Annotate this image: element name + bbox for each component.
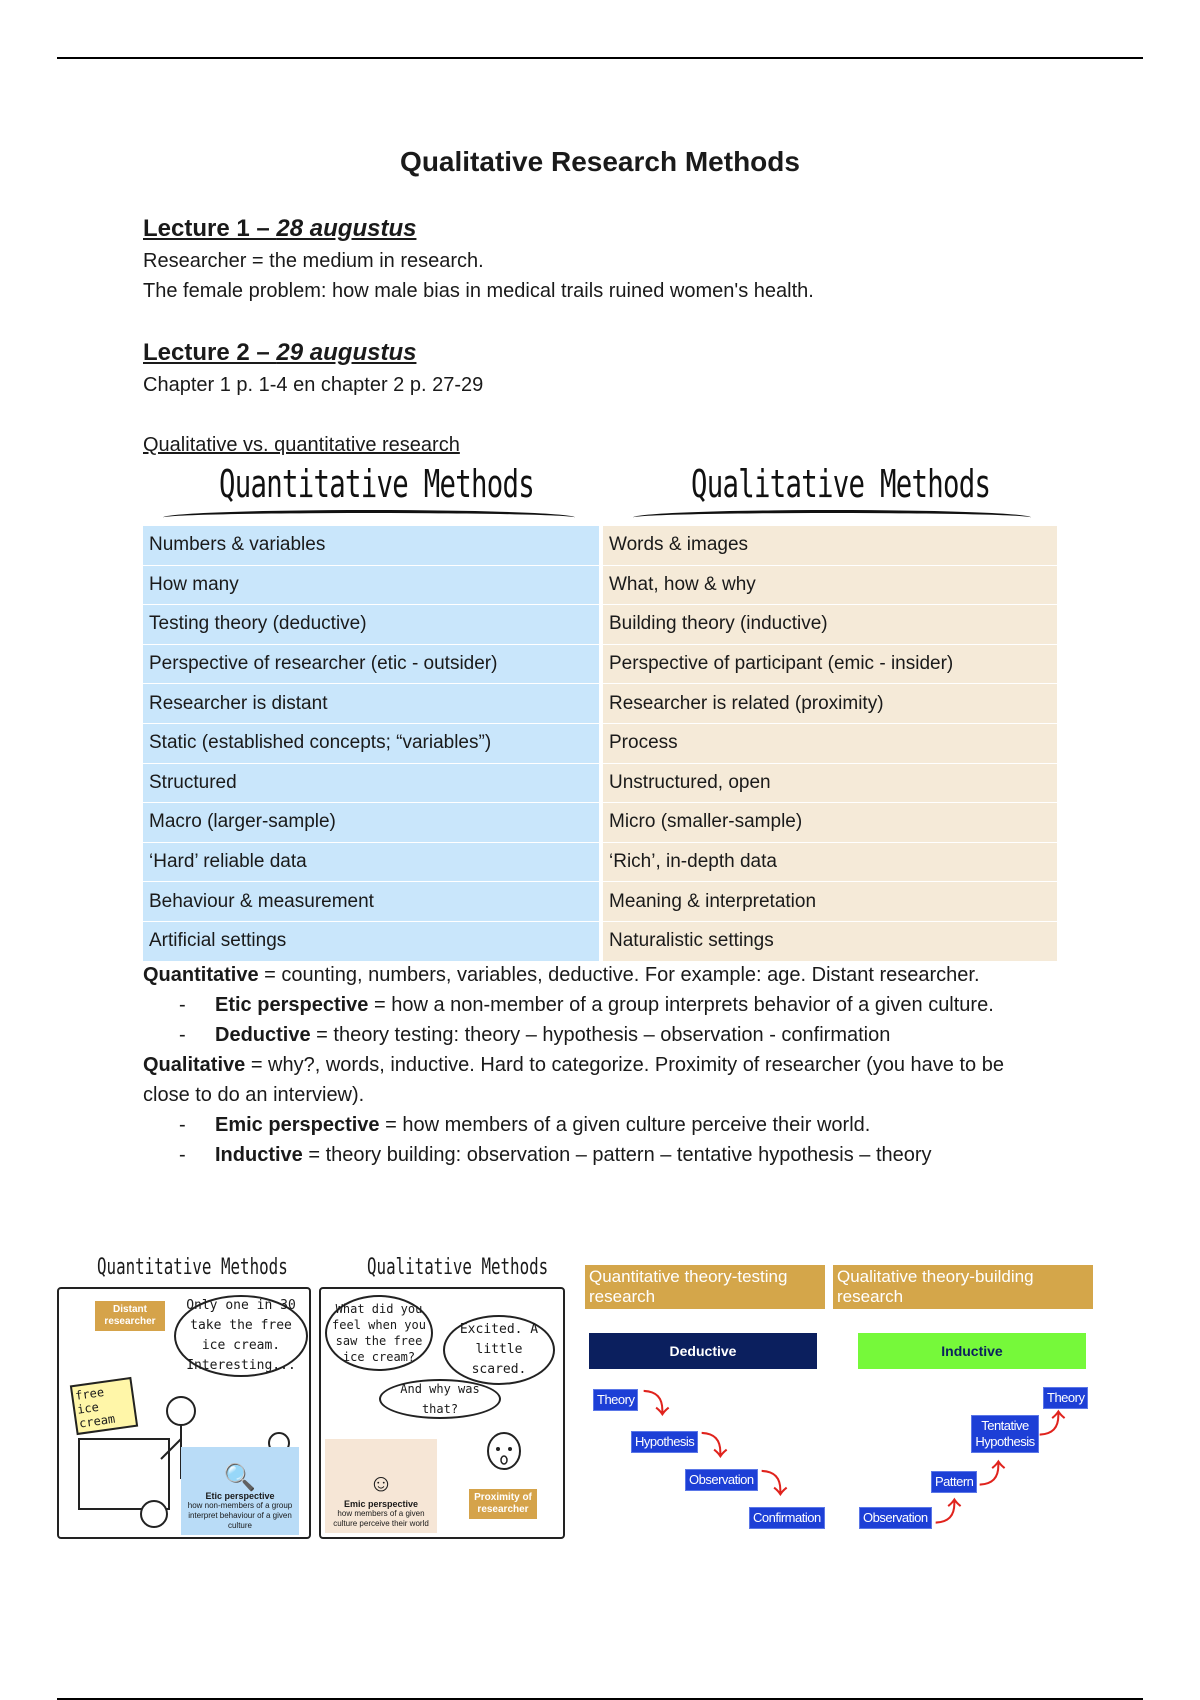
quant-text: = counting, numbers, variables, deductive. For example: age. Distant researcher. [258,964,980,986]
qualitative-cell: Meaning & interpretation [601,882,1057,922]
qualitative-cell: Building theory (inductive) [601,605,1057,645]
top-rule [57,57,1143,59]
etic-card-title: Etic perspective [205,1491,275,1501]
list-item [215,1110,1053,1140]
etic-perspective-card [181,1447,299,1535]
qualitative-cell: Words & images [601,526,1057,565]
page-title: Qualitative Research Methods [400,146,800,177]
deductive-step-hypothesis: Hypothesis [631,1431,698,1453]
qualitative-cell: Process [601,723,1057,763]
comic-illustration [57,1255,562,1540]
lecture2-line: Chapter 1 p. 1-4 en chapter 2 p. 27-29 [143,374,484,396]
table-row [143,684,1057,724]
speech-bubble: Excited. A little scared. [443,1315,555,1385]
table-row [143,526,1057,565]
emic-text: = how members of a given culture perceive their world. [379,1114,871,1136]
quantitative-cell: Testing theory (deductive) [143,605,601,645]
list-item [215,1140,1053,1170]
speech-bubble: And why was that? [379,1379,501,1419]
table-row [143,644,1057,684]
deductive-bar: Deductive [589,1333,817,1369]
table-row [143,565,1057,605]
quant-list [143,990,1053,1050]
lecture2-heading-prefix: Lecture 2 – [143,339,277,366]
deductive-step-confirmation: Confirmation [749,1507,825,1529]
table-row [143,921,1057,961]
comic-panel-left [57,1287,311,1539]
inductive-step-theory: Theory [1043,1387,1088,1409]
qualitative-cell: Micro (smaller-sample) [601,803,1057,843]
brace-right [633,510,1031,525]
lecture1-heading [143,212,1063,246]
arrow-icon: ⤵ [643,1389,670,1419]
arrow-icon: ⤴ [935,1497,962,1527]
deductive-step-observation: Observation [685,1469,758,1491]
qual-note [143,1050,1053,1110]
qual-text: = why?, words, inductive. Hard to categorize. Proximity of researcher (you have to be close to do an interview). [143,1054,1004,1106]
deductive-term: Deductive [215,1024,311,1046]
qualitative-cell: Unstructured, open [601,763,1057,803]
comic-right-title: Qualitative Methods [367,1255,549,1280]
list-item [215,990,1053,1020]
comparison-header [143,460,1057,526]
qualitative-cell: What, how & why [601,565,1057,605]
etic-text: = how a non-member of a group interprets behavior of a given culture. [368,994,994,1016]
lecture2-section [143,336,1063,400]
lecture1-line: The female problem: how male bias in medical trails ruined women's health. [143,280,814,302]
quant-flow-header: Quantitative theory-testing research [585,1265,825,1309]
emic-perspective-card [325,1439,437,1533]
etic-card-text: how non-members of a group interpret behaviour of a given culture [187,1501,293,1530]
ice-cream-sign: free ice cream [70,1377,138,1435]
qualitative-cell: Naturalistic settings [601,921,1057,961]
comparison-subheading: Qualitative vs. quantitative research [143,434,460,456]
qualitative-cell: Researcher is related (proximity) [601,684,1057,724]
arrow-icon: ⤵ [701,1431,728,1461]
emic-card-text: how members of a given culture perceive their world [333,1509,429,1528]
inductive-step-tentative-hypothesis: Tentative Hypothesis [971,1415,1039,1453]
lecture2-heading-date: 29 augustus [276,339,417,366]
qual-list [143,1110,1053,1170]
table-row [143,882,1057,922]
comparison-subheading-wrap [143,430,1063,460]
qualitative-cell: Perspective of participant (emic - insider) [601,644,1057,684]
comic-left-title: Quantitative Methods [97,1255,288,1280]
inductive-step-observation: Observation [859,1507,932,1529]
emic-card-title: Emic perspective [343,1499,419,1509]
lecture1-heading-prefix: Lecture 1 – [143,215,277,242]
table-row [143,605,1057,645]
quantitative-cell: Numbers & variables [143,526,601,565]
quantitative-cell: Artificial settings [143,921,601,961]
inductive-text: = theory building: observation – pattern – tentative hypothesis – theory [302,1144,932,1166]
lecture1-heading-date: 28 augustus [276,215,417,242]
arrow-icon: ⤴ [1039,1409,1066,1439]
proximity-researcher-tag: Proximity of researcher [469,1489,537,1519]
arrow-icon: ⤴ [979,1459,1006,1489]
lecture2-heading [143,336,1063,370]
quantitative-cell: Perspective of researcher (etic - outsider) [143,644,601,684]
table-row [143,842,1057,882]
arrow-icon: ⤵ [761,1469,788,1499]
quantitative-cell: Macro (larger-sample) [143,803,601,843]
quantitative-cell: ‘Hard’ reliable data [143,842,601,882]
table-row [143,763,1057,803]
brace-left [163,510,575,525]
quantitative-cell: Researcher is distant [143,684,601,724]
qual-term: Qualitative [143,1054,246,1076]
quant-note [143,960,1053,990]
inductive-step-pattern: Pattern [931,1471,977,1493]
quantitative-title: Quantitative Methods [219,462,535,506]
qualitative-cell: ‘Rich’, in-depth data [601,842,1057,882]
participant-figure-icon [479,1429,529,1489]
table-row [143,723,1057,763]
emic-term: Emic perspective [215,1114,380,1136]
magnifier-icon: 🔍 [223,1462,257,1492]
notes-section [143,960,1053,1170]
speech-bubble: Only one in 30 take the free ice cream. Interesting... [174,1295,308,1377]
deductive-inductive-diagram [585,1265,1093,1550]
comic-panel-right [319,1287,565,1539]
qual-flow-header: Qualitative theory-building research [833,1265,1093,1309]
head-profile-icon: ☺ [368,1470,394,1497]
qualitative-title: Qualitative Methods [691,462,991,506]
quant-term: Quantitative [143,964,259,986]
speech-bubble: What did you feel when you saw the free ice cream? [325,1295,433,1371]
distant-researcher-tag: Distant researcher [95,1301,165,1331]
quantitative-cell: Behaviour & measurement [143,882,601,922]
table-row [143,803,1057,843]
etic-term: Etic perspective [215,994,369,1016]
quantitative-cell: How many [143,565,601,605]
inductive-term: Inductive [215,1144,303,1166]
list-item [215,1020,1053,1050]
lecture1-section [143,212,1063,306]
quantitative-cell: Structured [143,763,601,803]
comparison-table [143,526,1057,962]
lecture1-line: Researcher = the medium in research. [143,250,484,272]
quantitative-cell: Static (established concepts; “variables”) [143,723,601,763]
deductive-text: = theory testing: theory – hypothesis – observation - confirmation [310,1024,891,1046]
inductive-bar: Inductive [858,1333,1086,1369]
deductive-step-theory: Theory [593,1389,638,1411]
